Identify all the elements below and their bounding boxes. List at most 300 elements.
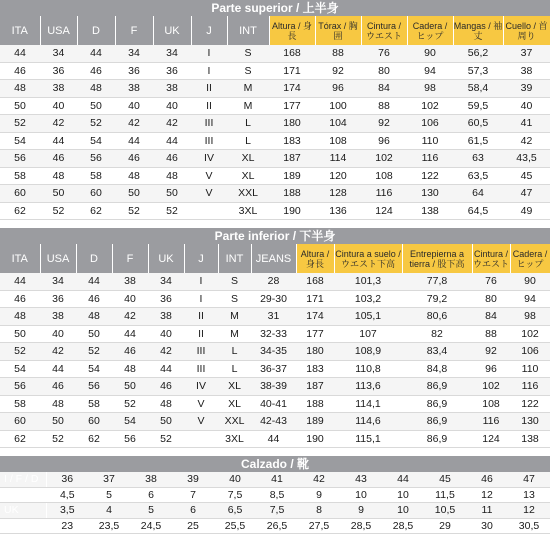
table-cell: 92 <box>361 115 407 133</box>
table-cell: 4,5 <box>46 487 88 503</box>
table-cell: 56 <box>0 378 40 396</box>
table-cell: 45 <box>424 472 466 487</box>
table-cell: 30,5 <box>508 518 550 534</box>
table-cell: 62 <box>76 430 112 448</box>
table-row <box>0 518 550 534</box>
table-cell: 88 <box>361 97 407 115</box>
table-cell: 13 <box>508 487 550 503</box>
table-cell: 9 <box>298 487 340 503</box>
table-cell: 38-39 <box>251 378 296 396</box>
table-cell: 62 <box>0 430 40 448</box>
table-cell: 138 <box>510 430 550 448</box>
table-cell: 36 <box>40 290 76 308</box>
col-header-int: INT <box>218 244 251 273</box>
table-cell: 138 <box>407 202 453 220</box>
footwear-row-label: UK <box>0 503 46 519</box>
table-cell: 104 <box>315 115 361 133</box>
table-cell: 110 <box>407 132 453 150</box>
table-cell: 29-30 <box>251 290 296 308</box>
table-row <box>0 45 550 62</box>
upper-body-size-table <box>0 0 550 220</box>
table-cell: 44 <box>40 132 77 150</box>
table-cell: 43 <box>340 472 382 487</box>
table-cell: 28,5 <box>340 518 382 534</box>
table-cell: 124 <box>472 430 510 448</box>
table-cell: 98 <box>407 80 453 98</box>
table-cell: 62 <box>0 202 40 220</box>
table-cell: 5 <box>88 487 130 503</box>
table-cell: L <box>227 132 269 150</box>
table-cell: 48 <box>112 360 148 378</box>
table-cell: 105,1 <box>334 308 402 326</box>
table-cell: 10 <box>382 487 424 503</box>
table-cell: M <box>218 308 251 326</box>
table-cell: 60 <box>76 413 112 431</box>
table-cell: 26,5 <box>256 518 298 534</box>
table-cell: 177 <box>296 325 334 343</box>
table-cell: 64 <box>453 185 503 203</box>
table-cell: 60 <box>0 185 40 203</box>
table-cell: 44 <box>153 132 191 150</box>
table-cell: 189 <box>296 413 334 431</box>
table-cell: 40 <box>40 97 77 115</box>
table-cell: 48 <box>148 395 184 413</box>
table-cell: 128 <box>315 185 361 203</box>
table-cell: 40 <box>153 97 191 115</box>
table-cell: 188 <box>269 185 315 203</box>
table-cell: 90 <box>407 45 453 62</box>
table-cell: 106 <box>407 115 453 133</box>
table-cell: L <box>227 115 269 133</box>
col-header-inseam: Entrepierna a tierra / 股下高 <box>402 244 472 273</box>
table-cell: 60 <box>77 185 115 203</box>
col-header-int: INT <box>227 16 269 45</box>
col-header-uk: UK <box>153 16 191 45</box>
table-cell: 52 <box>148 430 184 448</box>
table-cell: 9 <box>340 503 382 519</box>
col-header-height: Altura / 身長 <box>269 16 315 45</box>
table-cell: IV <box>191 150 227 168</box>
table-cell: 86,9 <box>402 430 472 448</box>
table-cell: M <box>227 80 269 98</box>
table-cell: 177 <box>269 97 315 115</box>
table-cell: 48 <box>40 395 76 413</box>
table-cell: 86,9 <box>402 413 472 431</box>
table-cell: 60,5 <box>453 115 503 133</box>
lower-body-size-table <box>0 228 550 448</box>
table-cell: 34 <box>40 45 77 62</box>
table-cell: 188 <box>296 395 334 413</box>
table-cell: III <box>184 360 218 378</box>
table-cell: 40 <box>115 97 153 115</box>
table-cell: 40 <box>214 472 256 487</box>
table-cell: II <box>184 308 218 326</box>
table-cell: 40 <box>503 97 550 115</box>
table-cell: II <box>191 97 227 115</box>
table-cell: 98 <box>510 308 550 326</box>
table-cell: 44 <box>112 325 148 343</box>
table-row <box>0 290 550 308</box>
table-cell: 38 <box>148 308 184 326</box>
table-cell: 116 <box>510 378 550 396</box>
table-cell: 27,5 <box>298 518 340 534</box>
table-cell: 50 <box>40 185 77 203</box>
table-row <box>0 132 550 150</box>
table-cell: 8 <box>298 503 340 519</box>
table-cell: 30 <box>466 518 508 534</box>
table-cell: 38 <box>153 80 191 98</box>
table-cell: 48 <box>0 80 40 98</box>
table-cell: 48 <box>40 167 77 185</box>
table-cell: 102 <box>407 97 453 115</box>
table-cell: 101,3 <box>334 273 402 290</box>
table-cell: 58 <box>0 167 40 185</box>
table-cell: 36 <box>40 62 77 80</box>
col-header-d: D <box>77 16 115 45</box>
table-cell: I <box>184 290 218 308</box>
table-cell: 40 <box>148 325 184 343</box>
table-cell: 88 <box>315 45 361 62</box>
table-cell: 88 <box>472 325 510 343</box>
table-cell: 174 <box>296 308 334 326</box>
table-row <box>0 360 550 378</box>
table-cell: 174 <box>269 80 315 98</box>
table-cell: 84 <box>361 80 407 98</box>
table-row <box>0 273 550 290</box>
table-cell: 50 <box>148 413 184 431</box>
table-cell: 96 <box>361 132 407 150</box>
col-header-jeans: JEANS <box>251 244 296 273</box>
table-cell: 171 <box>269 62 315 80</box>
table-cell: 42 <box>298 472 340 487</box>
table-cell: I <box>191 62 227 80</box>
table-cell: 168 <box>269 45 315 62</box>
table-cell: 122 <box>510 395 550 413</box>
col-header-j: J <box>184 244 218 273</box>
col-header-d: D <box>76 244 112 273</box>
table-row <box>0 413 550 431</box>
table-cell: 120 <box>315 167 361 185</box>
table-cell: 83,4 <box>402 343 472 361</box>
table-cell: S <box>227 45 269 62</box>
table-cell: 42 <box>112 308 148 326</box>
table-cell: 7,5 <box>256 503 298 519</box>
table-cell: 96 <box>315 80 361 98</box>
table-cell: 40 <box>40 325 76 343</box>
table-row <box>0 62 550 80</box>
table-cell: 190 <box>296 430 334 448</box>
table-cell: 52 <box>76 343 112 361</box>
table-row <box>0 378 550 396</box>
table-cell: 50 <box>76 325 112 343</box>
table-cell: 50 <box>0 325 40 343</box>
table-cell: 10 <box>382 503 424 519</box>
table-cell: 46 <box>77 62 115 80</box>
table-cell: 58 <box>0 395 40 413</box>
table-cell: XL <box>218 378 251 396</box>
table-cell: 42 <box>115 115 153 133</box>
table-cell: 4 <box>88 503 130 519</box>
col-header-waist: Cintura / ウエスト <box>472 244 510 273</box>
table-cell: 44 <box>77 45 115 62</box>
table-cell: 38 <box>40 80 77 98</box>
table-cell: 50 <box>40 413 76 431</box>
table-cell: 46 <box>40 150 77 168</box>
table-cell: 47 <box>508 472 550 487</box>
table-cell: 58 <box>77 167 115 185</box>
table-cell: 46 <box>0 290 40 308</box>
footwear-row-label: USA <box>0 487 46 503</box>
table-cell: 102 <box>510 325 550 343</box>
table-cell: 56 <box>112 430 148 448</box>
table-cell: 79,2 <box>402 290 472 308</box>
table-cell: 31 <box>251 308 296 326</box>
col-header-hip: Cadera / ヒップ <box>510 244 550 273</box>
table-row <box>0 487 550 503</box>
table-cell: 46 <box>40 378 76 396</box>
table-cell: 42-43 <box>251 413 296 431</box>
table-cell: 114,1 <box>334 395 402 413</box>
table-cell: 52 <box>40 202 77 220</box>
table-cell: 12 <box>508 503 550 519</box>
table-cell: 102 <box>472 378 510 396</box>
table-cell: 80 <box>361 62 407 80</box>
table-cell: 183 <box>269 132 315 150</box>
table-cell: 84 <box>472 308 510 326</box>
table-cell: 38 <box>112 273 148 290</box>
table-cell: 183 <box>296 360 334 378</box>
table-cell: 36 <box>153 62 191 80</box>
col-header-f: F <box>115 16 153 45</box>
table-cell: 23 <box>46 518 88 534</box>
upper-body-title: Parte superior / 上半身 <box>0 0 550 16</box>
table-cell: 45 <box>503 167 550 185</box>
table-cell: 11,5 <box>424 487 466 503</box>
table-cell: 6 <box>172 503 214 519</box>
table-cell: 122 <box>407 167 453 185</box>
lower-body-title: Parte inferior / 下半身 <box>0 228 550 244</box>
table-cell: 37 <box>88 472 130 487</box>
table-cell: 42 <box>153 115 191 133</box>
table-cell: XL <box>227 167 269 185</box>
col-header-uk: UK <box>148 244 184 273</box>
table-cell: 52 <box>112 395 148 413</box>
table-cell: 48 <box>0 308 40 326</box>
table-cell: 84,8 <box>402 360 472 378</box>
table-row <box>0 115 550 133</box>
table-row <box>0 185 550 203</box>
table-cell: 38 <box>130 472 172 487</box>
footwear-size-table <box>0 456 550 534</box>
table-cell: 46 <box>153 150 191 168</box>
table-cell: 116 <box>472 413 510 431</box>
table-cell: 46 <box>112 343 148 361</box>
table-cell: 40 <box>112 290 148 308</box>
table-cell: 110,8 <box>334 360 402 378</box>
table-cell: 42 <box>40 115 77 133</box>
table-cell: 82 <box>402 325 472 343</box>
table-row <box>0 308 550 326</box>
table-cell: 190 <box>269 202 315 220</box>
table-cell: 52 <box>0 115 40 133</box>
col-header-j: J <box>191 16 227 45</box>
table-cell: 3XL <box>218 430 251 448</box>
table-cell: 44 <box>40 360 76 378</box>
table-cell: 11 <box>466 503 508 519</box>
table-cell: 41 <box>256 472 298 487</box>
table-cell: 113,6 <box>334 378 402 396</box>
table-cell: 42 <box>40 343 76 361</box>
table-cell: 7,5 <box>214 487 256 503</box>
table-cell: 34 <box>153 45 191 62</box>
table-cell: 108 <box>315 132 361 150</box>
table-cell: 107 <box>334 325 402 343</box>
table-cell: 50 <box>77 97 115 115</box>
table-cell: II <box>191 80 227 98</box>
col-header-neck: Cuello / 首周り <box>503 16 550 45</box>
table-cell <box>184 430 218 448</box>
footwear-row-label: J <box>0 518 46 534</box>
table-cell: V <box>191 167 227 185</box>
table-cell: V <box>184 413 218 431</box>
table-cell: 46 <box>0 62 40 80</box>
table-cell: S <box>218 290 251 308</box>
table-row <box>0 472 550 487</box>
table-cell: L <box>218 360 251 378</box>
table-cell: 108 <box>361 167 407 185</box>
table-cell: 46 <box>115 150 153 168</box>
table-cell: S <box>227 62 269 80</box>
table-cell: 50 <box>115 185 153 203</box>
table-row <box>0 167 550 185</box>
table-cell: 23,5 <box>88 518 130 534</box>
table-cell: 25,5 <box>214 518 256 534</box>
table-cell: 44 <box>0 273 40 290</box>
table-cell: 39 <box>172 472 214 487</box>
table-cell: 41 <box>503 115 550 133</box>
table-cell: 36 <box>115 62 153 80</box>
col-header-usa: USA <box>40 16 77 45</box>
table-cell: 92 <box>315 62 361 80</box>
col-header-hip: Cadera / ヒップ <box>407 16 453 45</box>
table-cell: 42 <box>503 132 550 150</box>
table-cell: 63 <box>453 150 503 168</box>
table-cell: 50 <box>153 185 191 203</box>
table-cell: 189 <box>269 167 315 185</box>
table-cell: 58,4 <box>453 80 503 98</box>
table-cell: 3,5 <box>46 503 88 519</box>
table-cell: 64,5 <box>453 202 503 220</box>
table-cell: XL <box>227 150 269 168</box>
table-cell: 52 <box>40 430 76 448</box>
col-header-ita: ITA <box>0 244 40 273</box>
col-header-height: Altura / 身長 <box>296 244 334 273</box>
table-cell: 44 <box>382 472 424 487</box>
table-cell: 40-41 <box>251 395 296 413</box>
col-header-waist-to-floor: Cintura a suelo / ウエスト下高 <box>334 244 402 273</box>
table-cell: 102 <box>361 150 407 168</box>
table-cell: I <box>191 45 227 62</box>
table-cell: 12 <box>466 487 508 503</box>
table-cell: 171 <box>296 290 334 308</box>
table-row <box>0 150 550 168</box>
table-cell: V <box>184 395 218 413</box>
table-cell: 54 <box>76 360 112 378</box>
table-cell: 34 <box>115 45 153 62</box>
table-cell: 56 <box>0 150 40 168</box>
table-cell: XL <box>218 395 251 413</box>
table-cell: III <box>191 115 227 133</box>
table-cell: 47 <box>503 185 550 203</box>
table-cell: 103,2 <box>334 290 402 308</box>
table-cell: 8,5 <box>256 487 298 503</box>
table-cell: 7 <box>172 487 214 503</box>
table-cell: 44 <box>115 132 153 150</box>
table-cell: 48 <box>153 167 191 185</box>
table-cell: 116 <box>361 185 407 203</box>
table-cell: 34-35 <box>251 343 296 361</box>
table-cell: III <box>191 132 227 150</box>
col-header-chest: Tórax / 胸囲 <box>315 16 361 45</box>
table-cell: 44 <box>0 45 40 62</box>
table-cell: 46 <box>466 472 508 487</box>
table-cell: 130 <box>407 185 453 203</box>
table-cell: 106 <box>510 343 550 361</box>
table-row <box>0 325 550 343</box>
table-cell: M <box>218 325 251 343</box>
footwear-row-label: I / F / D <box>0 472 46 487</box>
table-cell: 77,8 <box>402 273 472 290</box>
table-cell: 10,5 <box>424 503 466 519</box>
table-cell: 52 <box>115 202 153 220</box>
table-cell: 34 <box>148 273 184 290</box>
table-cell: 48 <box>76 308 112 326</box>
col-header-f: F <box>112 244 148 273</box>
table-cell: 32-33 <box>251 325 296 343</box>
table-cell: 46 <box>148 378 184 396</box>
table-cell: 52 <box>77 115 115 133</box>
table-cell: 36-37 <box>251 360 296 378</box>
table-cell: 39 <box>503 80 550 98</box>
table-cell: 56 <box>77 150 115 168</box>
table-cell: 100 <box>315 97 361 115</box>
table-cell: 60 <box>0 413 40 431</box>
table-cell: 54 <box>0 132 40 150</box>
table-cell: 136 <box>315 202 361 220</box>
table-cell: 29 <box>424 518 466 534</box>
table-row <box>0 503 550 519</box>
table-cell: 94 <box>510 290 550 308</box>
table-cell <box>191 202 227 220</box>
table-cell: 24,5 <box>130 518 172 534</box>
table-cell: 110 <box>510 360 550 378</box>
table-cell: 63,5 <box>453 167 503 185</box>
table-cell: 44 <box>76 273 112 290</box>
table-cell: 43,5 <box>503 150 550 168</box>
table-cell: 50 <box>112 378 148 396</box>
table-cell: 52 <box>0 343 40 361</box>
table-cell: 56,2 <box>453 45 503 62</box>
table-cell: 114 <box>315 150 361 168</box>
table-cell: 48 <box>115 167 153 185</box>
table-cell: 94 <box>407 62 453 80</box>
table-cell: 61,5 <box>453 132 503 150</box>
table-cell: 90 <box>510 273 550 290</box>
table-cell: II <box>184 325 218 343</box>
table-cell: 180 <box>296 343 334 361</box>
table-cell: 124 <box>361 202 407 220</box>
table-cell: 59,5 <box>453 97 503 115</box>
